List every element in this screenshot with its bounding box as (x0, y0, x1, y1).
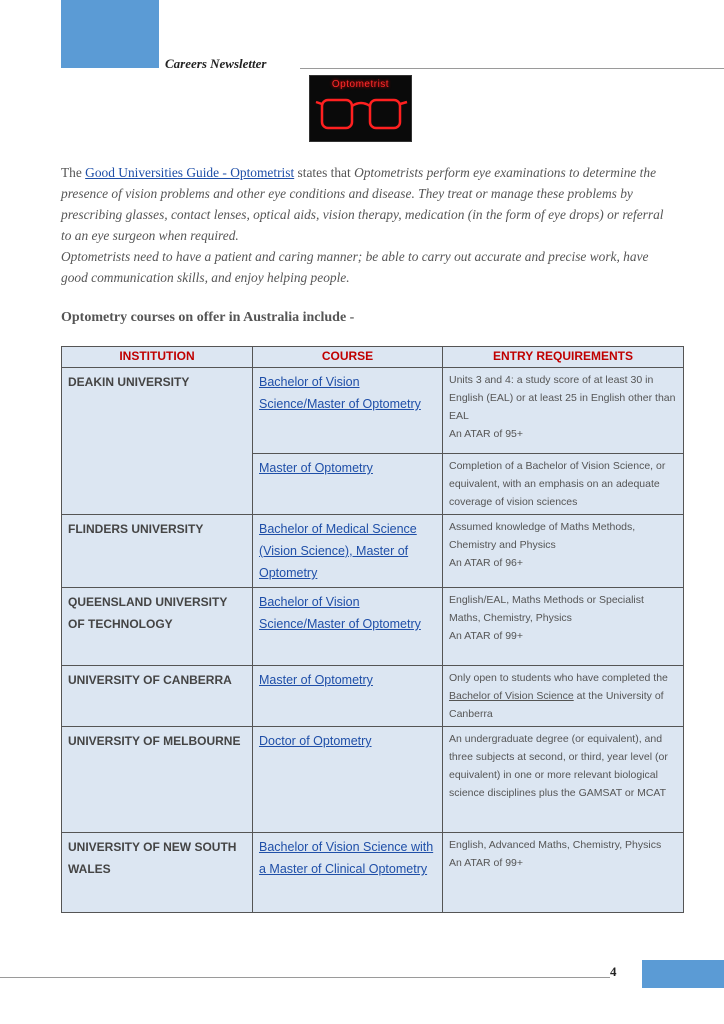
requirement-text-end: at the University of Canberra (449, 690, 664, 720)
requirements-cell (443, 666, 684, 727)
institution-cell: DEAKIN UNIVERSITY (62, 368, 253, 515)
header-institution: INSTITUTION (62, 347, 253, 368)
table-row (62, 666, 684, 727)
table-row (62, 588, 684, 666)
footer-divider (0, 977, 610, 978)
atar-text: An ATAR of 99+ (449, 857, 524, 869)
table-row (62, 515, 684, 588)
requirements-cell (443, 833, 684, 913)
course-link[interactable]: Bachelor of Medical Science (Vision Science), Master of Optometry (259, 522, 417, 580)
intro-body: Optometrists perform eye examinations to determine the presence of vision problems and other eye conditions and disease. They treat or manage these problems by prescribing glasses, contact lenses, optical aids, vision therapy, medication (in the form of eye drops) or referral to an eye surgeon when required. (61, 165, 664, 243)
table-row (62, 727, 684, 833)
requirement-text: Assumed knowledge of Maths Methods, Chemistry and Physics (449, 521, 636, 551)
footer-color-block (642, 960, 724, 988)
glasses-icon (310, 76, 412, 142)
course-cell (253, 454, 443, 515)
course-link[interactable]: Bachelor of Vision Science with a Master of Clinical Optometry (259, 840, 434, 876)
requirements-cell (443, 368, 684, 454)
courses-table (61, 346, 684, 913)
atar-text: An ATAR of 99+ (449, 630, 524, 642)
optometrist-banner-image (309, 75, 412, 142)
banner-text: Optometrist (331, 79, 390, 90)
course-link[interactable]: Doctor of Optometry (259, 734, 372, 748)
table-header-row (62, 347, 684, 368)
requirement-text: Completion of a Bachelor of Vision Science, or equivalent, with an emphasis on an adequate coverage of vision sciences (449, 460, 666, 508)
requirement-text: English, Advanced Maths, Chemistry, Physics (449, 839, 662, 851)
course-link[interactable]: Bachelor of Vision Science/Master of Optometry (259, 595, 421, 631)
table-row (62, 368, 684, 454)
institution-cell: UNIVERSITY OF NEW SOUTH WALES (62, 833, 253, 913)
intro-body-2: Optometrists need to have a patient and caring manner; be able to carry out accurate and precise work, have good communication skills, and enjoy helping people. (61, 249, 649, 285)
institution-cell: FLINDERS UNIVERSITY (62, 515, 253, 588)
institution-cell: QUEENSLAND UNIVERSITY OF TECHNOLOGY (62, 588, 253, 666)
bachelor-of-vision-science-link[interactable]: Bachelor of Vision Science (449, 690, 574, 702)
header-color-block (61, 0, 159, 68)
table-row (62, 833, 684, 913)
requirements-cell (443, 588, 684, 666)
course-cell (253, 588, 443, 666)
course-cell (253, 666, 443, 727)
atar-text: An ATAR of 95+ (449, 428, 524, 440)
course-link[interactable]: Master of Optometry (259, 673, 373, 687)
requirements-cell (443, 454, 684, 515)
course-cell (253, 368, 443, 454)
institution-cell: UNIVERSITY OF MELBOURNE (62, 727, 253, 833)
requirement-text: English/EAL, Maths Methods or Specialist Maths, Chemistry, Physics (449, 594, 644, 624)
course-link[interactable]: Master of Optometry (259, 461, 373, 475)
institution-cell: UNIVERSITY OF CANBERRA (62, 666, 253, 727)
intro-paragraph (61, 162, 671, 288)
requirement-text: Only open to students who have completed the (449, 672, 668, 684)
course-cell (253, 515, 443, 588)
section-heading: Optometry courses on offer in Australia include - (61, 310, 355, 325)
page-number: 4 (610, 964, 617, 979)
requirement-text: Units 3 and 4: a study score of at least 30 in English (EAL) or at least 25 in English other than EAL (449, 374, 676, 422)
header-course: COURSE (253, 347, 443, 368)
good-universities-guide-link[interactable]: Good Universities Guide - Optometrist (85, 165, 295, 180)
requirements-cell (443, 727, 684, 833)
requirements-cell (443, 515, 684, 588)
requirement-text: An undergraduate degree (or equivalent), and three subjects at second, or third, year level (or equivalent) in one or more relevant biological science disciplines plus the GAMSAT or MCAT (449, 733, 668, 799)
intro-mid: states that (294, 165, 355, 180)
course-cell (253, 727, 443, 833)
course-cell (253, 833, 443, 913)
course-link[interactable]: Bachelor of Vision Science/Master of Optometry (259, 375, 421, 411)
intro-lead: The (61, 165, 86, 180)
newsletter-title: Careers Newsletter (165, 56, 267, 71)
atar-text: An ATAR of 96+ (449, 557, 524, 569)
header-entry-requirements: ENTRY REQUIREMENTS (443, 347, 684, 368)
header-divider (300, 68, 724, 69)
